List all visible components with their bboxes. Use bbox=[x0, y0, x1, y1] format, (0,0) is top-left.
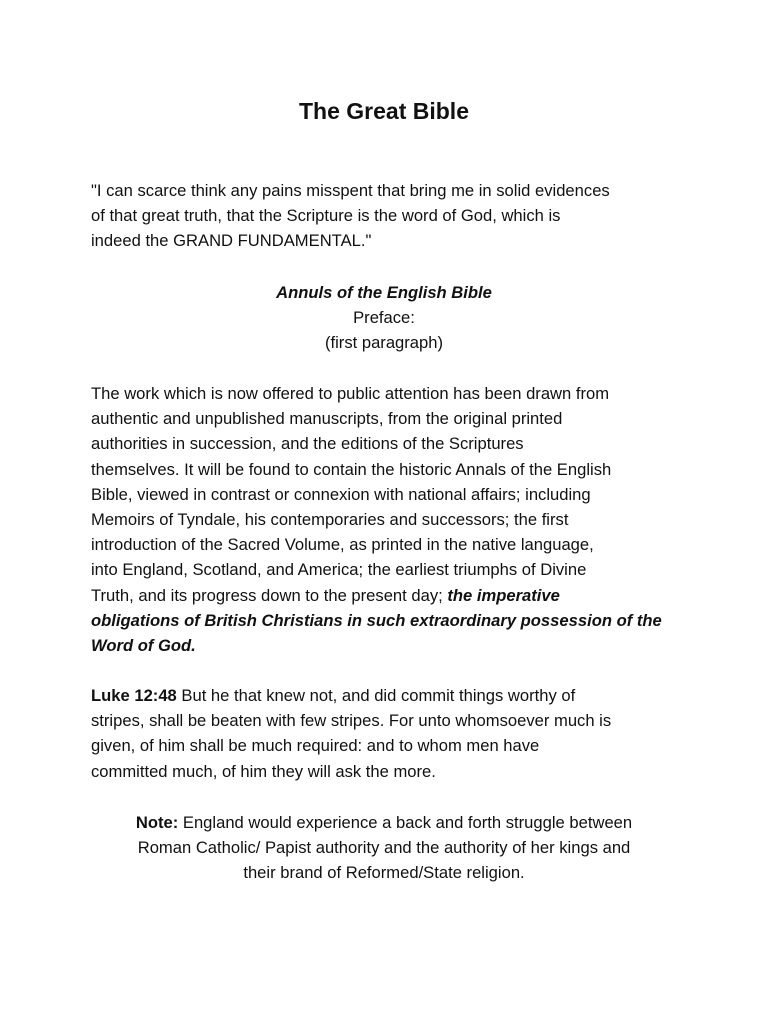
paragraph-line: authorities in succession, and the editions of the Scriptures bbox=[91, 434, 524, 454]
note-text: England would experience a back and forth struggle between bbox=[178, 813, 633, 832]
scripture-reference: Luke 12:48 bbox=[91, 686, 177, 705]
note-line: their brand of Reformed/State religion. bbox=[243, 863, 525, 883]
note-block bbox=[60, 810, 708, 886]
emphasized-line: obligations of British Christians in such extraordinary possession of the bbox=[91, 610, 662, 630]
quote-line: "I can scarce think any pains misspent that bring me in solid evidences bbox=[91, 181, 610, 200]
note-line: Roman Catholic/ Papist authority and the authority of her kings and bbox=[137, 838, 631, 858]
quote-source bbox=[0, 280, 768, 356]
paragraph-line: Memoirs of Tyndale, his contemporaries and successors; the first bbox=[91, 510, 569, 530]
paragraph-line bbox=[91, 583, 696, 608]
quote-line: of that great truth, that the Scripture is the word of God, which is bbox=[91, 206, 561, 226]
preface-paragraph bbox=[91, 381, 696, 658]
scripture-passage bbox=[91, 683, 691, 784]
paragraph-line: Bible, viewed in contrast or connexion with national affairs; including bbox=[91, 484, 591, 504]
opening-quote bbox=[91, 178, 691, 254]
source-book-title: Annuls of the English Bible bbox=[276, 283, 492, 302]
paragraph-line: introduction of the Sacred Volume, as printed in the native language, bbox=[91, 535, 594, 555]
note-line bbox=[60, 810, 708, 835]
source-detail: (first paragraph) bbox=[324, 333, 444, 353]
scripture-line bbox=[91, 683, 691, 708]
paragraph-line: authentic and unpublished manuscripts, from the original printed bbox=[91, 409, 563, 429]
scripture-text: But he that knew not, and did commit things worthy of bbox=[176, 686, 576, 705]
page-title: The Great Bible bbox=[299, 98, 469, 124]
note-label: Note: bbox=[135, 813, 179, 832]
emphasized-line: Word of God. bbox=[91, 636, 196, 656]
scripture-line: stripes, shall be beaten with few stripes. For unto whomsoever much is bbox=[91, 711, 612, 731]
scripture-line: given, of him shall be much required: and to whom men have bbox=[91, 736, 540, 756]
paragraph-line: The work which is now offered to public attention has been drawn from bbox=[91, 384, 610, 403]
paragraph-text: Truth, and its progress down to the present day; bbox=[91, 585, 448, 605]
source-section: Preface: bbox=[353, 308, 415, 328]
scripture-line: committed much, of him they will ask the more. bbox=[91, 761, 436, 781]
paragraph-line: into England, Scotland, and America; the earliest triumphs of Divine bbox=[91, 560, 587, 580]
emphasized-text: the imperative bbox=[447, 585, 560, 605]
paragraph-line: themselves. It will be found to contain the historic Annals of the English bbox=[91, 459, 612, 479]
quote-line: indeed the GRAND FUNDAMENTAL." bbox=[91, 231, 372, 251]
